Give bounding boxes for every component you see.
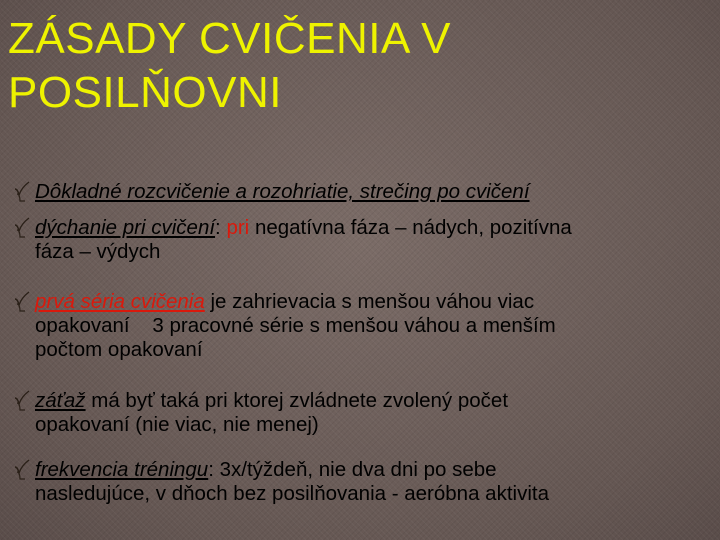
check-arrow-icon [14,459,30,481]
bullet-breathing-rest1: negatívna fáza – nádych, pozitívna [249,216,572,239]
bullet-first-set [14,290,694,362]
bullet-breathing-red: pri [226,216,250,239]
bullet-first-set-rest1: je zahrievacia s menšou váhou viac [204,290,535,313]
bullet-frequency-rest1: 3x/týždeň, nie dva dni po sebe [213,458,497,481]
bullet-breathing-rest2: fáza – výdych [35,240,161,263]
bullet-frequency-sep: : [208,458,214,481]
bullet-breathing-sep: : [215,216,221,239]
bullet-load-lead: záťaž [35,389,86,412]
bullet-first-set-lead: prvá séria cvičenia [35,290,205,313]
bullet-frequency-rest2: nasledujúce, v dňoch bez posilňovania - aeróbna aktivita [35,482,549,505]
bullet-first-set-rest3: počtom opakovaní [35,338,203,361]
slide-title [8,12,708,120]
check-arrow-icon [14,181,30,203]
bullet-load-rest1: má byť taká pri ktorej zvládnete zvolený počet [85,389,509,412]
bullet-load [14,389,694,437]
check-arrow-icon [14,291,30,313]
bullet-frequency-lead: frekvencia tréningu [35,458,209,481]
check-arrow-icon [14,390,30,412]
title-line-2: POSILŇOVNI [8,68,282,117]
bullet-frequency [14,458,694,506]
check-arrow-icon [14,217,30,239]
bullet-breathing-lead: dýchanie pri cvičení [35,216,216,239]
bullet-warmup-text: Dôkladné rozcvičenie a rozohriatie, strečing po cvičení [35,180,530,203]
bullet-warmup [14,180,694,204]
title-line-1: ZÁSADY CVIČENIA V [8,14,451,63]
bullet-first-set-rest2: opakovaní 3 pracovné série s menšou váhou a menším [35,314,556,337]
bullet-breathing [14,216,694,264]
bullet-load-rest2: opakovaní (nie viac, nie menej) [35,413,319,436]
